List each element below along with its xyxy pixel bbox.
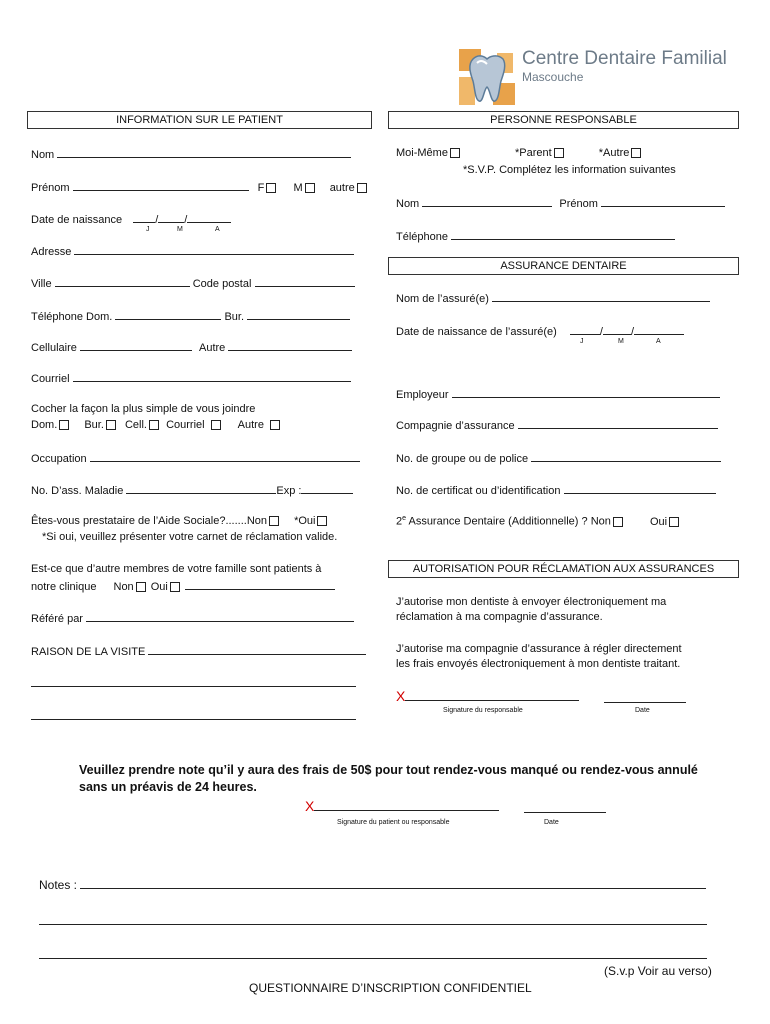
sex-f-checkbox[interactable] [266,183,276,193]
ville-label: Ville [31,278,52,290]
famille-non-checkbox[interactable] [136,582,146,592]
compagnie-field[interactable] [396,418,718,432]
contact-dom-checkbox[interactable] [59,420,69,430]
contact-courriel-label: Courriel [166,419,205,431]
parent-checkbox[interactable] [554,148,564,158]
raison-field[interactable] [31,644,366,658]
resp-nom-label: Nom [396,198,420,210]
verso-note: (S.v.p Voir au verso) [604,964,712,978]
groupe-label: No. de groupe ou de police [396,453,529,465]
employeur-field[interactable] [396,387,720,401]
code-postal-label: Code postal [192,278,252,290]
aide-sociale-field[interactable] [31,515,329,527]
parent-label: *Parent [515,147,552,159]
patient-date-field[interactable] [524,802,606,816]
courriel-field[interactable] [31,371,351,385]
famille-question: Est-ce que d’autre membres de votre famille sont patients à [31,563,322,575]
resp-tel-label: Téléphone [396,231,448,243]
refere-label: Référé par [31,613,83,625]
resp-date-label: Date [635,707,650,714]
sex-autre-label: autre [329,182,355,194]
bur-label: Bur. [224,311,245,323]
contact-question: Cocher la façon la plus simple de vous joindre [31,403,256,415]
famille-oui-label: Oui [150,581,168,593]
notes-line-3[interactable] [39,948,707,962]
clinic-location: Mascouche [522,70,584,84]
contact-autre-checkbox[interactable] [270,420,280,430]
prenom-label: Prénom [31,182,70,194]
resp-nom-field[interactable] [396,196,725,210]
tel-dom-field[interactable] [31,309,350,323]
nom-label: Nom [31,149,55,161]
responsible-type[interactable] [396,147,643,159]
contact-autre-label: Autre [237,419,264,431]
fee-notice-line2: sans un préavis de 24 heures. [79,780,257,794]
notes-field[interactable] [39,878,706,892]
compagnie-label: Compagnie d’assurance [396,420,515,432]
resp-signature-field[interactable] [396,688,579,704]
famille-q2: notre clinique [31,581,97,593]
dob-assure-label: Date de naissance de l’assuré(e) [396,326,557,338]
ville-field[interactable] [31,276,355,290]
autre-resp-checkbox[interactable] [631,148,641,158]
second-label: Assurance Dentaire (Additionnelle) ? Non [406,515,611,528]
dob-m: M [177,226,183,233]
moi-checkbox[interactable] [450,148,460,158]
nom-assure-field[interactable] [396,291,710,305]
second-number: 2 [396,515,403,528]
refere-field[interactable] [31,611,354,625]
aide-question: Êtes-vous prestataire de l’Aide Sociale?.......Non [31,515,268,527]
contact-cell-label: Cell. [124,419,147,431]
notes-line-2[interactable] [39,914,707,928]
form-title: QUESTIONNAIRE D’INSCRIPTION CONFIDENTIEL [249,981,532,995]
patient-signature-field[interactable] [305,798,499,814]
patient-date-label: Date [544,819,559,826]
autre-label: Autre [198,342,226,354]
famille-oui-checkbox[interactable] [170,582,180,592]
sex-f-label: F [257,182,265,194]
occupation-label: Occupation [31,453,87,465]
contact-courriel-checkbox[interactable] [211,420,221,430]
autorisation-header: AUTORISATION POUR RÉCLAMATION AUX ASSURANCES [388,560,739,578]
fee-notice-line1: Veuillez prendre note qu’il y aura des frais de 50$ pour tout rendez-vous manqué ou rendez-vous annulé [79,763,698,777]
dob-assure-a: A [656,338,661,345]
svp-note: *S.V.P. Complétez les information suivantes [463,164,676,176]
employeur-label: Employeur [396,389,449,401]
aide-non-checkbox[interactable] [269,516,279,526]
occupation-field[interactable] [31,451,360,465]
contact-bur-label: Bur. [84,419,104,431]
second-oui-label: Oui [649,515,668,528]
cellulaire-label: Cellulaire [31,342,77,354]
contact-dom-label: Dom. [31,419,58,431]
autre-resp-label: *Autre [598,147,630,159]
moi-label: Moi-Même [396,147,448,159]
tel-dom-label: Téléphone Dom. [31,311,113,323]
raison-line-3[interactable] [31,709,356,723]
courriel-label: Courriel [31,373,70,385]
raison-label: RAISON DE LA VISITE [31,646,146,658]
resp-prenom-label: Prénom [559,198,598,210]
contact-options[interactable] [31,419,282,431]
aide-oui-label: *Oui [294,515,316,527]
cellulaire-field[interactable] [31,340,352,354]
dob-assure-m: M [618,338,624,345]
contact-cell-checkbox[interactable] [149,420,159,430]
clinic-logo [459,49,515,105]
notes-label: Notes : [39,878,78,892]
resp-tel-field[interactable] [396,229,675,243]
auth1-line2: réclamation à ma compagnie d’assurance. [396,611,603,623]
second-sup: e [402,515,407,522]
auth2-line2: les frais envoyés électroniquement à mon dentiste traitant. [396,658,681,670]
no-ass-label: No. D’ass. Maladie [31,485,124,497]
resp-date-field[interactable] [604,692,686,706]
sex-autre-checkbox[interactable] [357,183,367,193]
raison-line-2[interactable] [31,676,356,690]
adresse-field[interactable] [31,244,354,258]
aide-note: *Si oui, veuillez présenter votre carnet de réclamation valide. [42,531,338,543]
dob-j: J [146,226,150,233]
assurance-header: ASSURANCE DENTAIRE [388,257,739,275]
groupe-field[interactable] [396,451,721,465]
auth1-line1: J’autorise mon dentiste à envoyer électroniquement ma [396,596,667,608]
tooth-logo-icon [459,49,515,105]
clinic-name: Centre Dentaire Familial [522,48,727,69]
dob-label: Date de naissance [31,214,123,226]
prenom-field[interactable] [31,180,369,194]
certificat-field[interactable] [396,483,716,497]
resp-signature-label: Signature du responsable [443,707,523,714]
famille-non-label: Non [113,581,134,593]
adresse-label: Adresse [31,246,72,258]
exp-label: Exp : [276,485,302,497]
dob-assure-field[interactable]: Date de naissance de l’assuré(e) / / [396,324,684,338]
contact-bur-checkbox[interactable] [106,420,116,430]
patient-info-header: INFORMATION SUR LE PATIENT [27,111,372,129]
certificat-label: No. de certificat ou d’identification [396,485,561,497]
famille-field[interactable] [31,579,335,593]
sex-m-checkbox[interactable] [305,183,315,193]
no-ass-field[interactable] [31,483,353,497]
auth2-line1: J’autorise ma compagnie d’assurance à régler directement [396,643,682,655]
nom-assure-label: Nom de l’assuré(e) [396,293,489,305]
second-oui-checkbox[interactable] [669,517,679,527]
patient-signature-x: X [305,798,315,814]
nom-field[interactable] [31,147,351,161]
aide-oui-checkbox[interactable] [317,516,327,526]
sex-m-label: M [293,182,303,194]
dob-assure-j: J [580,338,584,345]
dob-a: A [215,226,220,233]
dob-field[interactable]: Date de naissance / / [31,212,231,226]
responsible-person-header: PERSONNE RESPONSABLE [388,111,739,129]
patient-signature-label: Signature du patient ou responsable [337,819,450,826]
second-non-checkbox[interactable] [613,517,623,527]
resp-signature-x: X [396,688,406,704]
second-assurance-field[interactable] [396,515,681,528]
